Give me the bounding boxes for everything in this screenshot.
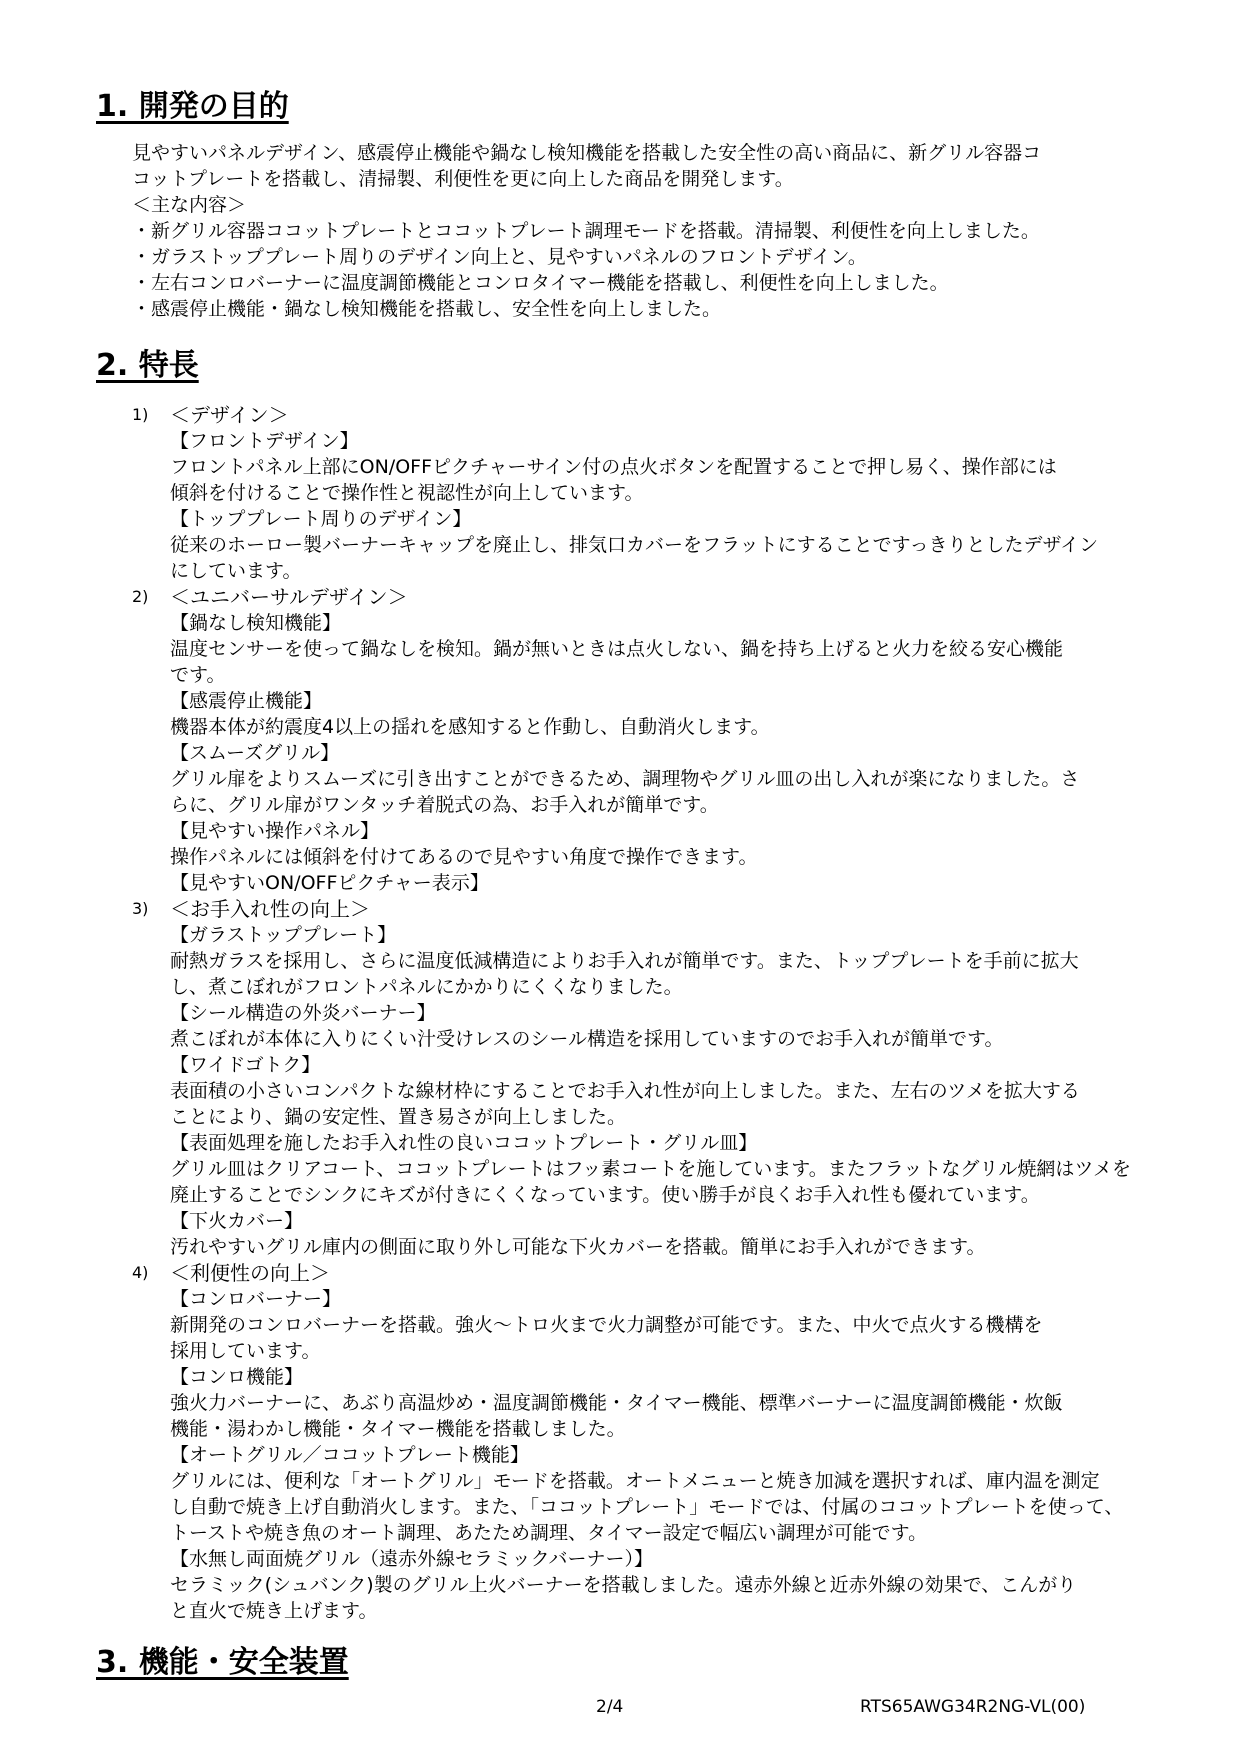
feature-text: ことにより、鍋の安定性、置き易さが向上しました。 [170,1106,627,1128]
feature-text: し自動で焼き上げ自動消火します。また、「ココットプレート」モードでは、付属のココットプレートを使って、 [170,1496,1124,1518]
group-number: 2) [132,587,149,606]
group-number: 1) [132,405,149,424]
feature-text: 傾斜を付けることで操作性と視認性が向上しています。 [170,482,644,504]
feature-heading: 【水無し両面焼グリル（遠赤外線セラミックバーナー）】 [170,1548,653,1570]
feature-text: 機器本体が約震度4以上の揺れを感知すると作動し、自動消火します。 [170,716,770,738]
feature-text: グリル扉をよりスムーズに引き出すことができるため、調理物やグリル皿の出し入れが楽になりました。さ [170,768,1080,790]
feature-text: 汚れやすいグリル庫内の側面に取り外し可能な下火カバーを搭載。簡単にお手入れができます。 [170,1236,986,1258]
feature-heading: 【トッププレート周りのデザイン】 [170,508,472,530]
feature-text: セラミック(シュバンク)製のグリル上火バーナーを搭載しました。遠赤外線と近赤外線の効果で、こんがり [170,1574,1077,1596]
feature-heading: 【スムーズグリル】 [170,742,340,764]
feature-heading: 【シール構造の外炎バーナー】 [170,1002,436,1024]
purpose-main-content-label: ＜主な内容＞ [132,194,247,216]
feature-text: 温度センサーを使って鍋なしを検知。鍋が無いときは点火しない、鍋を持ち上げると火力を絞る安心機能 [170,638,1064,660]
feature-heading: 【感震停止機能】 [170,690,323,712]
group-category: ＜お手入れ性の向上＞ [170,897,370,921]
feature-text: 強火力バーナーに、あぶり高温炒め・温度調節機能・タイマー機能、標準バーナーに温度調節機能・炊飯 [170,1392,1063,1414]
feature-text: 耐熱ガラスを採用し、さらに温度低減構造によりお手入れが簡単です。また、トッププレートを手前に拡大 [170,950,1079,972]
feature-heading: 【コンロバーナー】 [170,1288,342,1310]
feature-heading: 【表面処理を施したお手入れ性の良いココットプレート・グリル皿】 [170,1132,758,1154]
page-number: 2/4 [596,1697,624,1717]
feature-heading: 【オートグリル／ココットプレート機能】 [170,1444,529,1466]
section-1-title: 1. 開発の目的 [96,89,289,124]
section-3-title: 3. 機能・安全装置 [96,1645,349,1680]
feature-text: し、煮こぼれがフロントパネルにかかりにくくなりました。 [170,976,683,998]
feature-text: です。 [170,664,226,686]
group-category: ＜利便性の向上＞ [170,1261,330,1285]
feature-heading: 【下火カバー】 [170,1210,304,1232]
group-category: ＜デザイン＞ [170,403,289,427]
purpose-bullet-1: ・新グリル容器ココットプレートとココットプレート調理モードを搭載。清掃製、利便性を向上しました。 [132,220,1040,242]
purpose-line-2: コットプレートを搭載し、清掃製、利便性を更に向上した商品を開発します。 [132,168,794,190]
section-2-title: 2. 特長 [96,348,199,383]
feature-text: 操作パネルには傾斜を付けてあるので見やすい角度で操作できます。 [170,846,758,868]
feature-text: グリル皿はクリアコート、ココットプレートはフッ素コートを施しています。またフラットなグリル焼網はツメを [170,1158,1132,1180]
feature-text: 新開発のコンロバーナーを搭載。強火～トロ火まで火力調整が可能です。また、中火で点火する機構を [170,1314,1043,1336]
purpose-bullet-4: ・感震停止機能・鍋なし検知機能を搭載し、安全性を向上しました。 [132,298,722,320]
document-id: RTS65AWG34R2NG-VL(00) [860,1697,1086,1717]
feature-text: 採用しています。 [170,1340,321,1362]
feature-text: と直火で焼き上げます。 [170,1600,378,1622]
feature-heading: 【見やすいON/OFFピクチャー表示】 [170,872,489,894]
purpose-bullet-3: ・左右コンロバーナーに温度調節機能とコンロタイマー機能を搭載し、利便性を向上しました。 [132,272,949,294]
feature-text: トーストや焼き魚のオート調理、あたため調理、タイマー設定で幅広い調理が可能です。 [170,1522,928,1544]
feature-text: 廃止することでシンクにキズが付きにくくなっています。使い勝手が良くお手入れ性も優れています。 [170,1184,1040,1206]
feature-heading: 【フロントデザイン】 [170,430,359,452]
feature-text: フロントパネル上部にON/OFFピクチャーサイン付の点火ボタンを配置することで押し易く、操作部には [170,456,1057,478]
feature-text: 機能・湯わかし機能・タイマー機能を搭載しました。 [170,1418,626,1440]
feature-heading: 【鍋なし検知機能】 [170,612,342,634]
feature-heading: 【ガラストッププレート】 [170,924,397,946]
feature-heading: 【見やすい操作パネル】 [170,820,380,842]
feature-text: 表面積の小さいコンパクトな線材枠にすることでお手入れ性が向上しました。また、左右のツメを拡大する [170,1080,1080,1102]
purpose-line-1: 見やすいパネルデザイン、感震停止機能や鍋なし検知機能を搭載した安全性の高い商品に、新グリル容器コ [132,142,1042,164]
group-number: 3) [132,899,149,918]
feature-text: 煮こぼれが本体に入りにくい汁受けレスのシール構造を採用していますのでお手入れが簡単です。 [170,1028,1004,1050]
purpose-bullet-2: ・ガラストッププレート周りのデザイン向上と、見やすいパネルのフロントデザイン。 [132,246,867,268]
feature-heading: 【コンロ機能】 [170,1366,304,1388]
group-category: ＜ユニバーサルデザイン＞ [170,585,408,609]
feature-text: グリルには、便利な「オートグリル」モードを搭載。オートメニューと焼き加減を選択すれば、庫内温を測定 [170,1470,1100,1492]
feature-heading: 【ワイドゴトク】 [170,1054,321,1076]
group-number: 4) [132,1263,149,1282]
feature-text: 従来のホーロー製バーナーキャップを廃止し、排気口カバーをフラットにすることですっきりとしたデザイン [170,534,1099,556]
feature-text: にしています。 [170,560,302,582]
feature-text: らに、グリル扉がワンタッチ着脱式の為、お手入れが簡単です。 [170,794,719,816]
